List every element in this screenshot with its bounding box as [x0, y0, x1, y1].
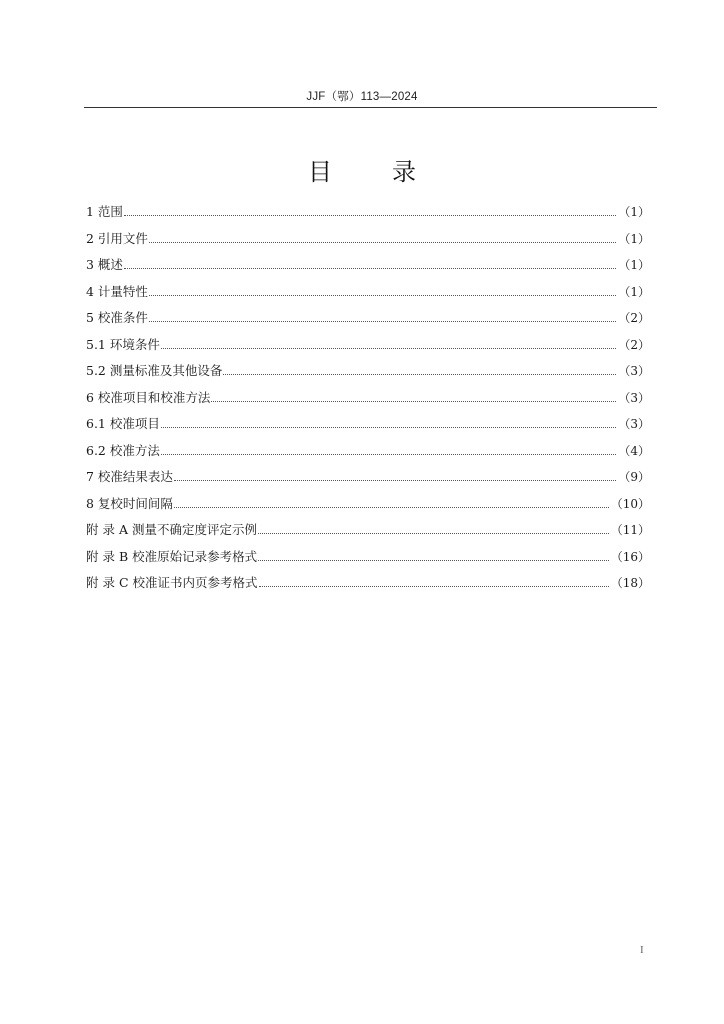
toc-entry[interactable] — [86, 547, 650, 574]
page-number: I — [640, 944, 644, 956]
toc-entry[interactable] — [86, 255, 650, 282]
toc-entry-label: 附 录 A 测量不确定度评定示例 — [86, 522, 257, 537]
toc-entry-page: （3） — [618, 417, 650, 431]
toc-entry[interactable] — [86, 335, 650, 362]
toc-entry-page: （4） — [618, 443, 650, 458]
toc-entry-label: 4 计量特性 — [86, 283, 148, 299]
toc-entry[interactable] — [86, 467, 650, 494]
toc-leader-dots — [161, 337, 617, 349]
toc-entry-label: 6 校准项目和校准方法 — [86, 389, 211, 405]
toc-leader-dots — [259, 575, 609, 587]
toc-entry-label: 8 复校时间间隔 — [86, 495, 173, 511]
toc-entry-page: （9） — [618, 470, 650, 484]
toc-entry-page: （3） — [618, 364, 650, 378]
toc-entry-label: 7 校准结果表达 — [86, 469, 173, 484]
toc-entry[interactable] — [86, 388, 650, 415]
toc-leader-dots — [174, 469, 616, 481]
toc-entry-label: 1 范围 — [86, 204, 123, 219]
toc-leader-dots — [161, 443, 617, 455]
toc-leader-dots — [211, 390, 616, 402]
toc-entry-label: 5.1 环境条件 — [86, 336, 160, 352]
toc-entry-label: 6.1 校准项目 — [86, 416, 160, 431]
toc-entry-page: （1） — [618, 231, 650, 246]
toc-entry[interactable] — [86, 520, 650, 547]
toc-entry-label: 6.2 校准方法 — [86, 442, 160, 458]
toc-entry-label: 3 概述 — [86, 257, 123, 272]
toc-leader-dots — [124, 204, 616, 216]
toc-leader-dots — [149, 310, 616, 322]
toc-leader-dots — [124, 257, 616, 269]
toc-leader-dots — [149, 231, 616, 243]
toc-entry-page: （16） — [610, 549, 650, 564]
toc-entry-label: 5 校准条件 — [86, 310, 148, 325]
toc-entry-page: （2） — [618, 337, 650, 352]
toc-entry[interactable] — [86, 414, 650, 441]
toc-entry-label: 附 录 B 校准原始记录参考格式 — [86, 548, 258, 564]
toc-entry-label: 5.2 测量标准及其他设备 — [86, 363, 223, 378]
header-divider — [84, 107, 657, 108]
page-title: 目录 — [308, 158, 476, 186]
toc-leader-dots — [223, 363, 616, 375]
toc-entry-page: （1） — [618, 284, 650, 299]
document-header-code: JJF（鄂）113—2024 — [306, 91, 418, 103]
toc-leader-dots — [258, 522, 609, 534]
toc-entry-page: （18） — [610, 576, 650, 590]
toc-leader-dots — [258, 549, 609, 561]
toc-entry-label: 附 录 C 校准证书内页参考格式 — [86, 575, 258, 590]
toc-entry[interactable] — [86, 308, 650, 335]
table-of-contents — [86, 202, 650, 600]
toc-entry[interactable] — [86, 441, 650, 468]
toc-entry[interactable] — [86, 202, 650, 229]
toc-entry-page: （10） — [610, 496, 650, 511]
toc-entry[interactable] — [86, 573, 650, 600]
toc-leader-dots — [161, 416, 617, 428]
toc-entry[interactable] — [86, 229, 650, 256]
toc-entry-page: （11） — [610, 523, 650, 537]
toc-leader-dots — [149, 284, 616, 296]
toc-entry-page: （3） — [618, 390, 650, 405]
toc-entry-page: （1） — [618, 258, 650, 272]
toc-entry-page: （2） — [618, 311, 650, 325]
toc-entry[interactable] — [86, 494, 650, 521]
toc-entry[interactable] — [86, 282, 650, 309]
toc-entry-page: （1） — [618, 205, 650, 219]
toc-entry[interactable] — [86, 361, 650, 388]
toc-entry-label: 2 引用文件 — [86, 230, 148, 246]
toc-leader-dots — [174, 496, 609, 508]
